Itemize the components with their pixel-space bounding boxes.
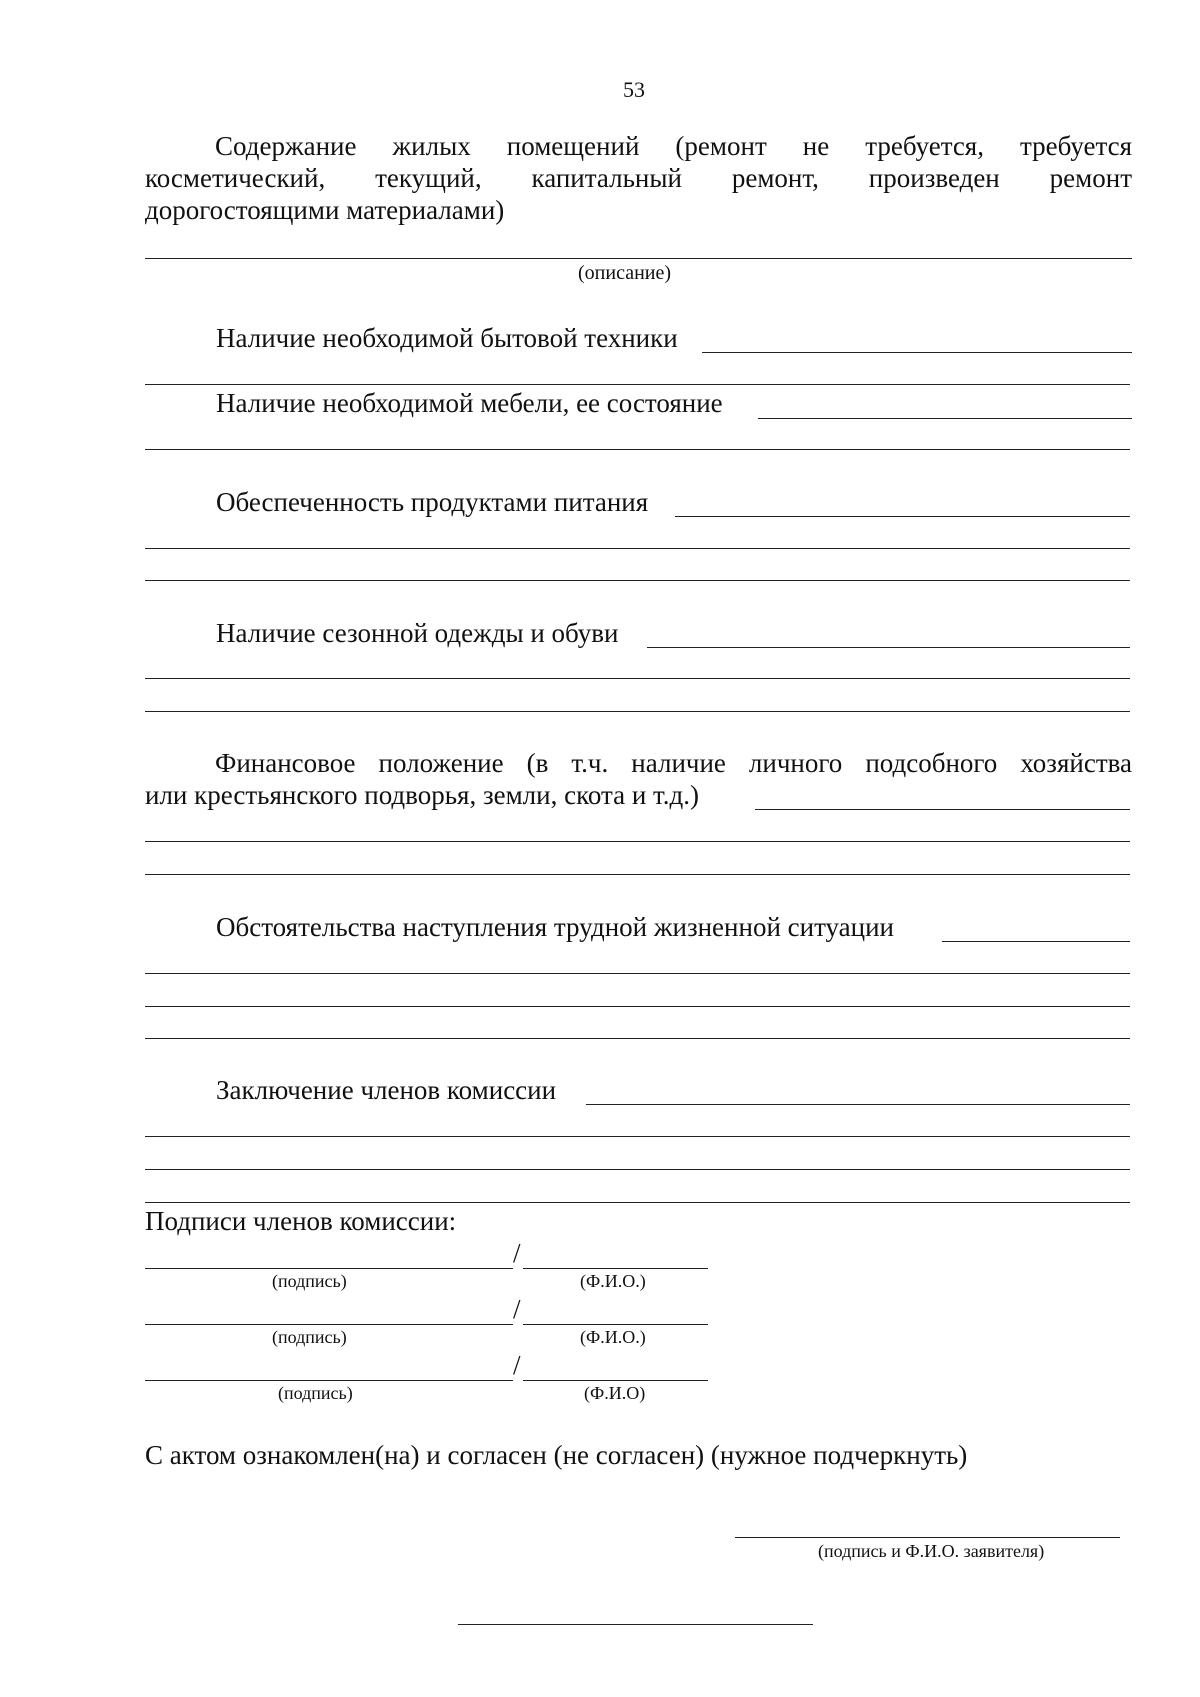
name-caption-1: (Ф.И.О.) <box>580 1271 646 1291</box>
housing-line-3: дорогостоящими материалами) <box>145 195 505 225</box>
name-line-3[interactable] <box>523 1380 708 1381</box>
clothing-label: Наличие сезонной одежды и обуви <box>216 618 619 648</box>
applicant-signature-line[interactable] <box>735 1537 1120 1538</box>
conclusion-extra-line-2[interactable] <box>145 1169 1130 1170</box>
food-label: Обеспеченность продуктами питания <box>216 487 649 517</box>
signature-line-2[interactable] <box>145 1324 513 1325</box>
food-extra-line-1[interactable] <box>145 548 1130 549</box>
applicant-caption: (подпись и Ф.И.О. заявителя) <box>818 1541 1045 1561</box>
appliances-fill-line[interactable] <box>702 352 1132 353</box>
circumstances-extra-line-3[interactable] <box>145 1038 1130 1039</box>
signature-line-1[interactable] <box>145 1268 513 1269</box>
furniture-label: Наличие необходимой мебели, ее состояние <box>216 388 723 418</box>
food-extra-line-2[interactable] <box>145 580 1130 581</box>
finance-paragraph <box>145 747 1132 779</box>
circumstances-extra-line-2[interactable] <box>145 1006 1130 1007</box>
housing-description-line[interactable] <box>145 258 1132 259</box>
conclusion-fill-line[interactable] <box>586 1104 1130 1105</box>
conclusion-label: Заключение членов комиссии <box>216 1075 557 1105</box>
signature-caption-3: (подпись) <box>278 1383 353 1403</box>
circumstances-extra-line-1[interactable] <box>145 973 1130 974</box>
furniture-fill-line[interactable] <box>758 418 1132 419</box>
signature-separator-1: / <box>513 1238 521 1268</box>
clothing-extra-line-2[interactable] <box>145 711 1130 712</box>
conclusion-extra-line-3[interactable] <box>145 1202 1130 1203</box>
name-line-1[interactable] <box>523 1268 708 1269</box>
circumstances-label: Обстоятельства наступления трудной жизненной ситуации <box>216 912 894 942</box>
furniture-extra-line[interactable] <box>145 449 1130 450</box>
conclusion-extra-line-1[interactable] <box>145 1136 1130 1137</box>
finance-line-2: или крестьянского подворья, земли, скота и т.д.) <box>145 780 700 810</box>
finance-fill-line[interactable] <box>755 809 1130 810</box>
finance-extra-line-2[interactable] <box>145 874 1130 875</box>
circumstances-fill-line[interactable] <box>942 941 1130 942</box>
signature-separator-2: / <box>513 1294 521 1324</box>
page-end-rule <box>458 1624 813 1625</box>
signatures-heading: Подписи членов комиссии: <box>145 1206 457 1236</box>
agreement-text: С актом ознакомлен(на) и согласен (не согласен) (нужное подчеркнуть) <box>145 1440 968 1470</box>
finance-extra-line-1[interactable] <box>145 841 1130 842</box>
signature-line-3[interactable] <box>145 1380 513 1381</box>
appliances-label: Наличие необходимой бытовой техники <box>216 323 678 353</box>
signature-separator-3: / <box>513 1350 521 1380</box>
clothing-extra-line-1[interactable] <box>145 678 1130 679</box>
housing-line-2: косметический, текущий, капитальный ремонт, произведен ремонт <box>145 163 1132 193</box>
food-fill-line[interactable] <box>675 516 1130 517</box>
clothing-fill-line[interactable] <box>647 647 1130 648</box>
signature-caption-2: (подпись) <box>272 1327 347 1347</box>
name-caption-2: (Ф.И.О.) <box>580 1327 646 1347</box>
signature-caption-1: (подпись) <box>272 1271 347 1291</box>
page-number: 53 <box>623 77 645 102</box>
appliances-extra-line[interactable] <box>145 384 1130 385</box>
housing-line-1: Содержание жилых помещений (ремонт не требуется, требуется <box>215 131 1132 161</box>
housing-paragraph <box>145 130 1132 194</box>
name-caption-3: (Ф.И.О) <box>584 1383 646 1403</box>
housing-description-caption: (описание) <box>578 262 672 284</box>
name-line-2[interactable] <box>523 1324 708 1325</box>
finance-line-1: Финансовое положение (в т.ч. наличие личного подсобного хозяйства <box>215 748 1132 778</box>
